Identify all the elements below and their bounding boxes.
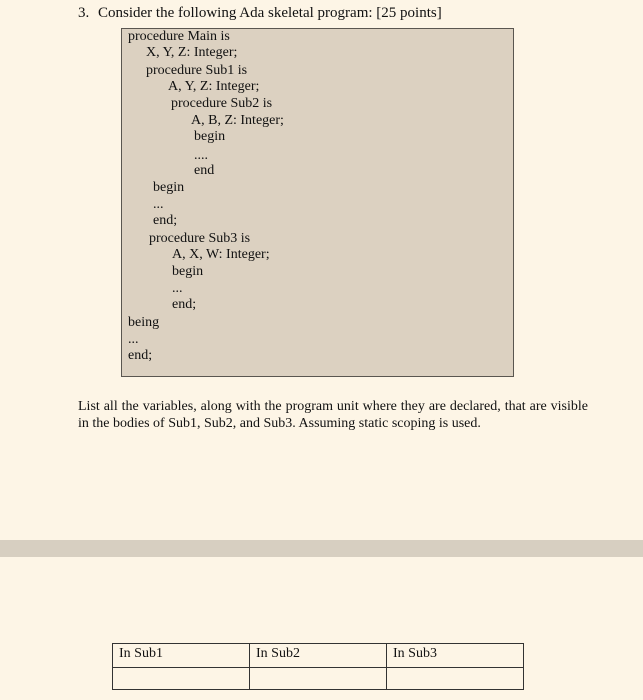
- table-cell-sub2: [250, 668, 387, 690]
- question-number: 3.: [78, 5, 90, 21]
- code-line: ...: [172, 281, 183, 296]
- table-cell-sub3: [387, 668, 524, 690]
- code-line: end;: [153, 213, 178, 228]
- code-line: ...: [153, 197, 164, 212]
- divider-band: [0, 540, 643, 557]
- answer-table: [112, 643, 524, 690]
- code-line: A, X, W: Integer;: [172, 247, 270, 262]
- code-line: ....: [194, 148, 208, 163]
- code-line: end;: [172, 297, 197, 312]
- code-listing-box: [121, 28, 514, 377]
- table-cell-sub1: [113, 668, 250, 690]
- code-line: ...: [128, 332, 139, 347]
- question-text: Consider the following Ada skeletal program: [25 points]: [98, 5, 442, 21]
- code-line: procedure Main is: [128, 29, 230, 44]
- header-in-sub2: In Sub2: [250, 644, 387, 668]
- code-line: end: [194, 163, 215, 178]
- code-line: procedure Sub2 is: [171, 96, 273, 111]
- code-line: A, B, Z: Integer;: [191, 113, 284, 128]
- table-header-row: [113, 644, 524, 668]
- instruction-text: List all the variables, along with the program unit where they are declared, that are visible in the bodies of Sub1, Sub2, and Sub3. Assuming static scoping is used.: [78, 399, 588, 431]
- header-in-sub1: In Sub1: [113, 644, 250, 668]
- code-line: begin: [194, 129, 226, 144]
- code-line: begin: [153, 180, 185, 195]
- code-line: end;: [128, 348, 153, 363]
- code-line: X, Y, Z: Integer;: [146, 45, 238, 60]
- code-line: A, Y, Z: Integer;: [168, 79, 260, 94]
- question-heading: [78, 4, 442, 22]
- header-in-sub3: In Sub3: [387, 644, 524, 668]
- table-row: [113, 668, 524, 690]
- code-line: procedure Sub1 is: [146, 63, 248, 78]
- code-line: procedure Sub3 is: [149, 231, 251, 246]
- code-line: begin: [172, 264, 204, 279]
- code-line: being: [128, 315, 160, 330]
